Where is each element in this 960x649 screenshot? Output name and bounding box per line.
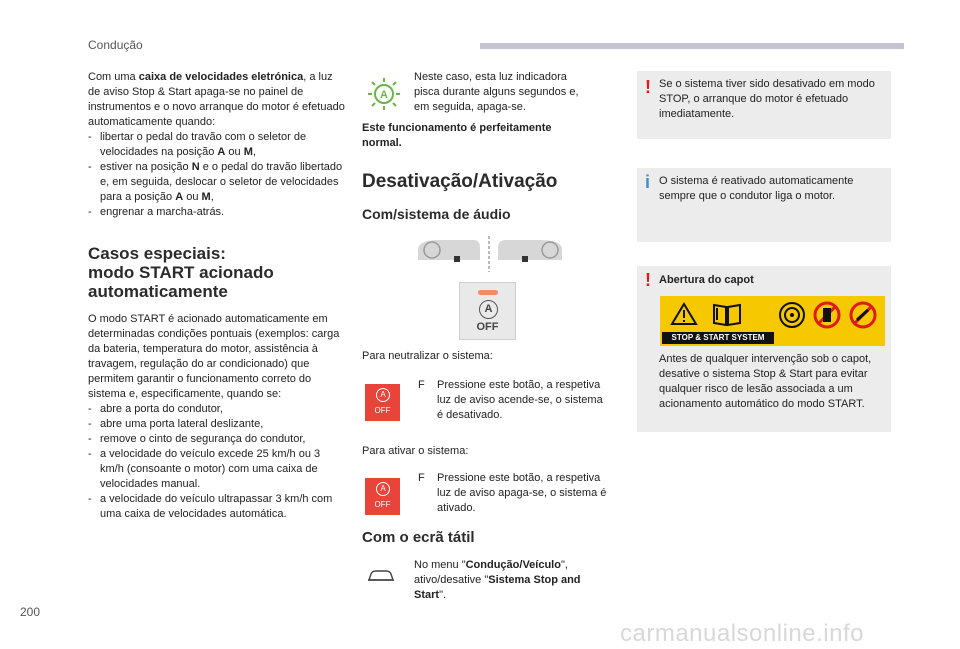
auto-a-icon: A [376, 388, 390, 402]
off-label: OFF [374, 406, 391, 415]
off-label: OFF [374, 500, 391, 509]
list-item: - a velocidade do veículo excede 25 km/h ou 3 km/h (consoante o motor) com uma caixa de velocidades manual. [88, 447, 346, 492]
neutralize-label: Para neutralizar o sistema: [362, 350, 493, 362]
list-item: - remove o cinto de segurança do condutor, [88, 432, 346, 447]
blink-text: Neste caso, esta luz indicadora pisca durante alguns segundos e, em seguida, apaga-se. [414, 71, 579, 113]
auto-a-icon: A [376, 482, 390, 496]
off-button-lit[interactable] [365, 384, 400, 421]
section-title: Condução [88, 38, 143, 52]
warning-icon: ! [645, 270, 651, 290]
stop-start-indicator-icon [366, 76, 402, 112]
warning-text: Se o sistema tiver sido desativado em modo STOP, o arranque do motor é efetuado imediatamente. [659, 78, 875, 120]
info-icon: i [645, 172, 651, 192]
list-item: - abre uma porta lateral deslizante, [88, 417, 346, 432]
off-label: OFF [476, 321, 499, 333]
activate-label: Para ativar o sistema: [362, 445, 469, 457]
dashboard-illustration [410, 234, 570, 274]
fan-spiral-icon [778, 300, 806, 335]
special-cases-heading: Casos especiais: modo START acionado automaticamente [88, 244, 274, 301]
touchscreen-heading: Com o ecrã tátil [362, 529, 475, 546]
stop-start-off-button[interactable] [459, 282, 516, 340]
normal-note: Este funcionamento é perfeitamente normal. [362, 122, 552, 149]
warning-icon: ! [645, 77, 651, 97]
intro-list [88, 130, 346, 220]
caution-triangle-icon [670, 302, 698, 331]
svg-text:A: A [380, 89, 388, 101]
warning-led [478, 290, 498, 295]
car-settings-icon [366, 566, 396, 586]
deactivation-heading: Desativação/Ativação [362, 171, 558, 192]
off-button-unlit[interactable] [365, 478, 400, 515]
press-glyph: F [418, 379, 425, 391]
no-tool-icon [848, 300, 878, 335]
list-item: - a velocidade do veículo ultrapassar 3 km/h com uma caixa de velocidades automática. [88, 492, 346, 522]
hood-title: Abertura do capot [659, 274, 754, 286]
page-number: 200 [20, 605, 41, 619]
hood-text: Antes de qualquer intervenção sob o capot, desative o sistema Stop & Start para evitar qualquer risco de lesão associada a um acionamento automático do modo START. [659, 353, 872, 410]
header-bar [480, 43, 904, 49]
intro-paragraph: Com uma caixa de velocidades eletrónica, a luz de aviso Stop & Start apaga-se no painel de instrumentos e o novo arranque do motor é efetuado automaticamente quando: - libertar o pedal do travão com o seletor de velocidades na posição A ou M, - estiver na posição N e o pedal do travão libertado e, em seguida, deslocar o seletor de velocidades para a posição A ou M, - engrenar a marcha-atrás. [88, 70, 346, 220]
special-cases-text: O modo START é acionado automaticamente em determinadas condições pontuais (exemplos: carga da bateria, temperatura do motor, assistência à travagem, regulação do ar condicionado) que permitem garantir o funcionamento correto do sistema e, especificamente, quando se: - abre a porta do condutor, - abre uma porta lateral deslizante, - remove o cinto de segurança do condutor, - a velocidade do veículo excede 25 km/h ou 3 km/h (consoante o motor) com uma caixa de velocidades manual. - a velocidade do veículo ultrapassar 3 km/h com uma caixa de velocidades automática. [88, 312, 346, 522]
list-item: - abre a porta do condutor, [88, 402, 346, 417]
sign-label: STOP & START SYSTEM [662, 332, 774, 344]
list-item: - engrenar a marcha-atrás. [88, 205, 346, 220]
auto-a-icon: A [479, 300, 498, 319]
warning-box-hood [637, 266, 891, 432]
info-text: O sistema é reativado automaticamente sempre que o condutor liga o motor. [659, 175, 854, 202]
touchscreen-text: No menu "Condução/Veículo", ativo/desative "Sistema Stop and Start". [414, 559, 581, 601]
stop-start-safety-sign [660, 296, 885, 346]
info-box-reactivation [637, 168, 891, 242]
special-cases-list [88, 402, 346, 522]
press-glyph: F [418, 472, 425, 484]
list-item: - estiver na posição N e o pedal do travão libertado e, em seguida, deslocar o seletor de velocidades para a posição A ou M, [88, 160, 346, 205]
press-on-text: Pressione este botão, a respetiva luz de aviso acende-se, o sistema é desativado. [437, 379, 603, 421]
audio-heading: Com/sistema de áudio [362, 206, 511, 222]
manual-book-icon [712, 301, 742, 332]
watermark: carmanualsonline.info [620, 620, 864, 647]
warning-box-stop-mode [637, 71, 891, 139]
press-off-text: Pressione este botão, a respetiva luz de aviso apaga-se, o sistema é ativado. [437, 472, 607, 514]
list-item: - libertar o pedal do travão com o seletor de velocidades na posição A ou M, [88, 130, 346, 160]
no-hand-icon [812, 300, 842, 335]
